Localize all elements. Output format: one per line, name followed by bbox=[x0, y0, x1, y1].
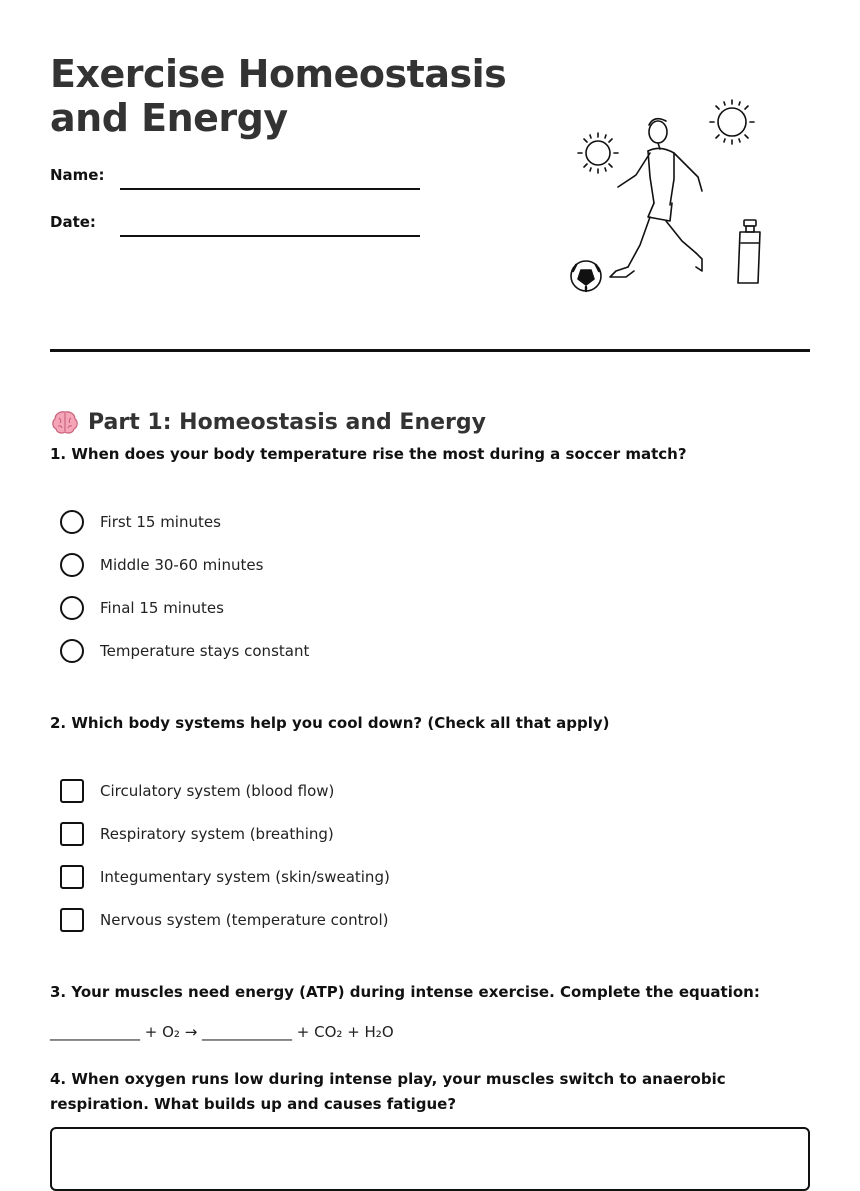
q2-option-3[interactable] bbox=[60, 864, 390, 890]
checkbox[interactable] bbox=[60, 908, 84, 932]
option-label: Middle 30-60 minutes bbox=[100, 556, 264, 574]
radio-button[interactable] bbox=[60, 510, 84, 534]
header-divider bbox=[50, 349, 810, 352]
part1-heading-text: Part 1: Homeostasis and Energy bbox=[88, 409, 486, 435]
name-label: Name: bbox=[50, 166, 105, 184]
question-3-text: 3. Your muscles need energy (ATP) during intense exercise. Complete the equation: bbox=[50, 983, 760, 1001]
option-label: Final 15 minutes bbox=[100, 599, 224, 617]
q2-option-1[interactable] bbox=[60, 778, 334, 804]
brain-icon bbox=[50, 407, 80, 437]
date-input-line[interactable] bbox=[120, 235, 420, 237]
option-label: Integumentary system (skin/sweating) bbox=[100, 868, 390, 886]
date-field bbox=[50, 213, 420, 243]
radio-button[interactable] bbox=[60, 596, 84, 620]
option-label: Respiratory system (breathing) bbox=[100, 825, 334, 843]
q1-option-3[interactable] bbox=[60, 595, 224, 621]
worksheet-title bbox=[50, 52, 506, 140]
q1-option-4[interactable] bbox=[60, 638, 309, 664]
question-1-text: 1. When does your body temperature rise the most during a soccer match? bbox=[50, 445, 687, 463]
name-field bbox=[50, 166, 420, 196]
question-2-text: 2. Which body systems help you cool down? (Check all that apply) bbox=[50, 714, 610, 732]
sun-icon-right bbox=[710, 100, 754, 144]
checkbox[interactable] bbox=[60, 779, 84, 803]
radio-button[interactable] bbox=[60, 553, 84, 577]
part1-heading bbox=[50, 406, 486, 438]
title-line-2: and Energy bbox=[50, 96, 288, 140]
q1-option-2[interactable] bbox=[60, 552, 263, 578]
checkbox[interactable] bbox=[60, 822, 84, 846]
q2-option-4[interactable] bbox=[60, 907, 389, 933]
q2-option-2[interactable] bbox=[60, 821, 334, 847]
option-label: Nervous system (temperature control) bbox=[100, 911, 389, 929]
question-4-text: 4. When oxygen runs low during intense play, your muscles switch to anaerobic respiration. What builds up and causes fatigue? bbox=[50, 1070, 726, 1113]
checkbox[interactable] bbox=[60, 865, 84, 889]
player-figure bbox=[610, 119, 702, 277]
radio-button[interactable] bbox=[60, 639, 84, 663]
respiration-equation[interactable]: ____________ + O₂ → ____________ + CO₂ + H₂O bbox=[50, 1023, 394, 1041]
q1-option-1[interactable] bbox=[60, 509, 221, 535]
date-label: Date: bbox=[50, 213, 96, 231]
soccer-ball-icon bbox=[571, 261, 601, 291]
name-input-line[interactable] bbox=[120, 188, 420, 190]
soccer-player-illustration bbox=[570, 95, 770, 300]
option-label: Temperature stays constant bbox=[100, 642, 310, 660]
option-label: Circulatory system (blood flow) bbox=[100, 782, 335, 800]
option-label: First 15 minutes bbox=[100, 513, 221, 531]
water-bottle-icon bbox=[738, 220, 760, 283]
q4-answer-box[interactable] bbox=[50, 1127, 810, 1191]
worksheet-page bbox=[50, 0, 810, 1161]
sun-icon-left bbox=[578, 133, 618, 173]
title-line-1: Exercise Homeostasis bbox=[50, 52, 507, 96]
